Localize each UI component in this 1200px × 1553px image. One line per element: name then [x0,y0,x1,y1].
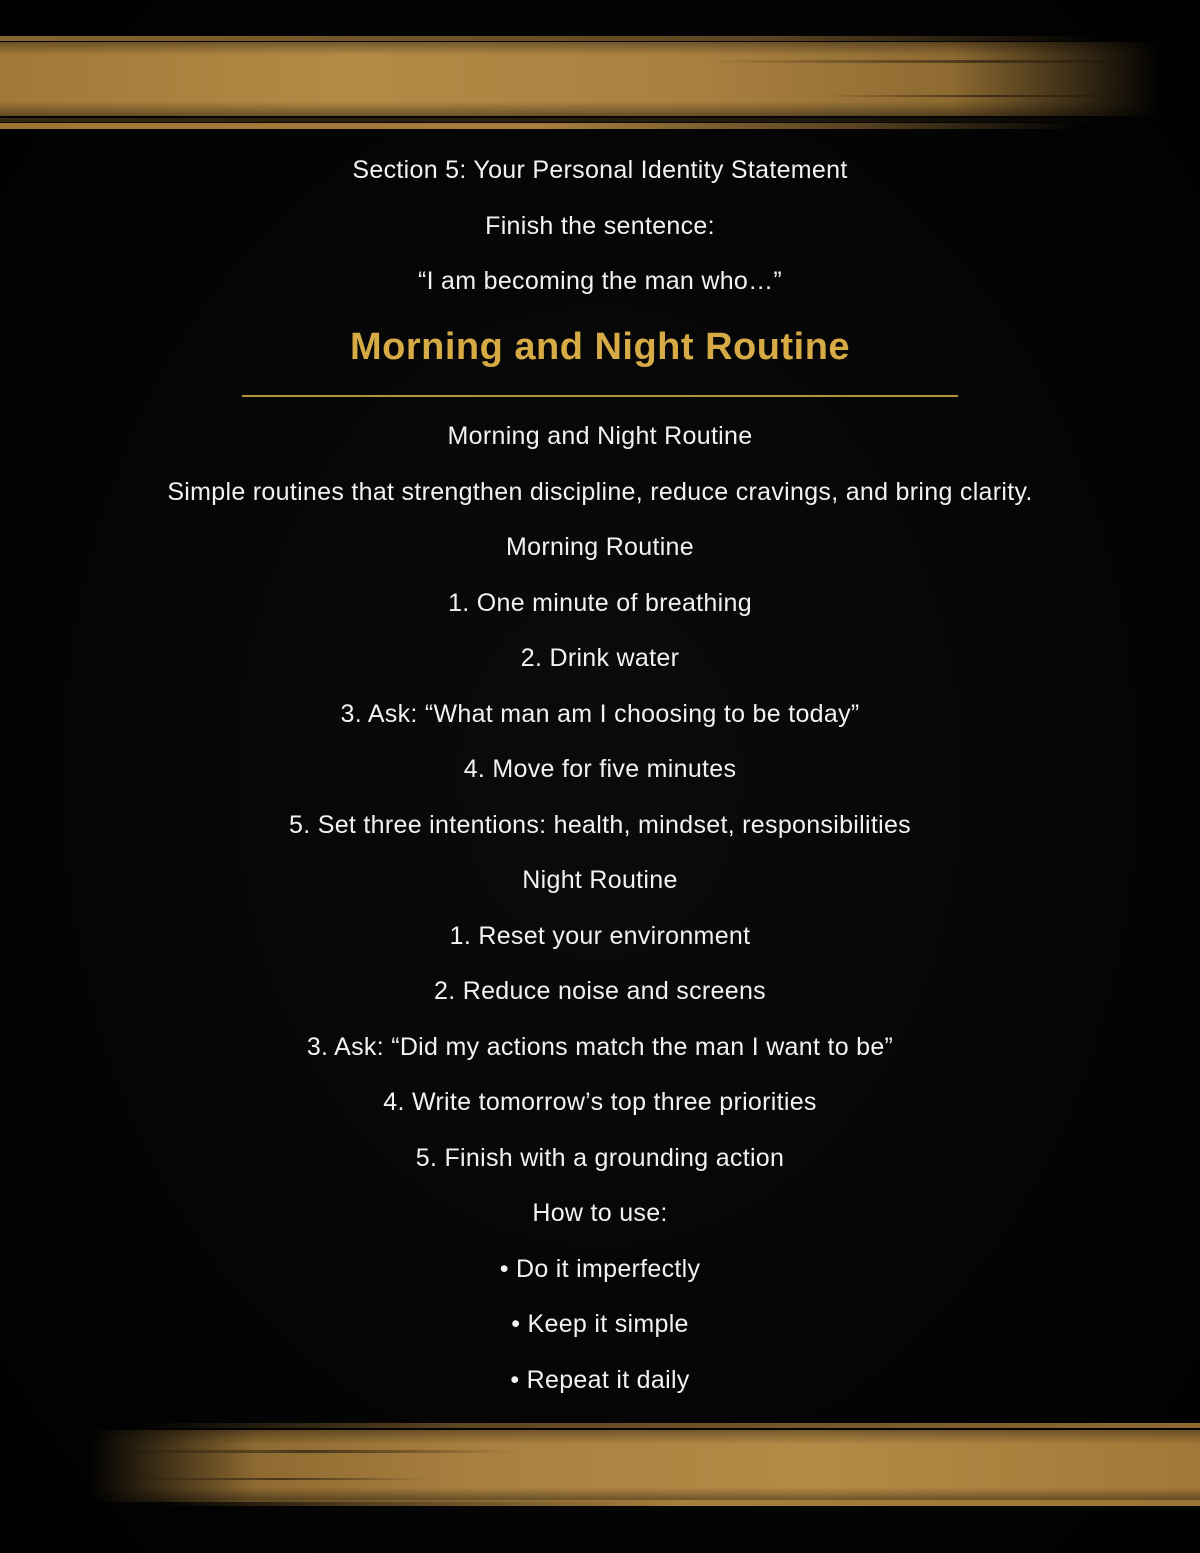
list-item: 4. Write tomorrow’s top three priorities [383,1088,817,1117]
heading-divider [242,395,958,397]
subheading: Morning and Night Routine [447,422,753,450]
list-item: 5. Finish with a grounding action [415,1143,785,1172]
bottom-brush-texture [100,1450,520,1453]
bullet-item: • Do it imperfectly [499,1254,701,1283]
list-item: 3. Ask: “What man am I choosing to be today” [340,699,860,728]
bottom-brush-texture [130,1478,430,1480]
morning-routine-title: Morning Routine [506,533,694,562]
night-routine-title: Night Routine [522,866,678,895]
top-brush-stroke [0,42,1160,116]
list-item: 1. One minute of breathing [448,588,752,617]
section-title: Section 5: Your Personal Identity Statement [352,156,848,184]
top-brush-streak [0,36,1100,41]
top-brush-texture [700,60,1160,63]
list-item: 3. Ask: “Did my actions match the man I want to be” [306,1032,894,1061]
top-brush-texture [820,95,1150,97]
list-item: 5. Set three intentions: health, mindset, responsibilities [289,810,911,839]
bottom-brush-streak [140,1423,1200,1428]
prompt-text: Finish the sentence: [485,211,715,240]
routine-content [0,409,1200,1408]
top-brush-streak [0,123,1080,129]
how-to-use-title: How to use: [532,1199,668,1228]
bullet-item: • Repeat it daily [510,1365,690,1394]
list-item: 1. Reset your environment [449,921,751,950]
bottom-brush-streak [160,1500,1200,1506]
list-item: 2. Reduce noise and screens [434,977,766,1006]
identity-statement-section [0,143,1200,310]
description: Simple routines that strengthen discipline, reduce cravings, and bring clarity. [167,477,1033,506]
list-item: 2. Drink water [520,644,680,673]
top-brush-shadow [0,118,1130,122]
bullet-item: • Keep it simple [511,1310,689,1339]
bottom-brush-stroke [90,1430,1200,1502]
page-title: Morning and Night Routine [349,326,851,368]
identity-quote: “I am becoming the man who…” [417,267,783,295]
list-item: 4. Move for five minutes [463,755,737,784]
